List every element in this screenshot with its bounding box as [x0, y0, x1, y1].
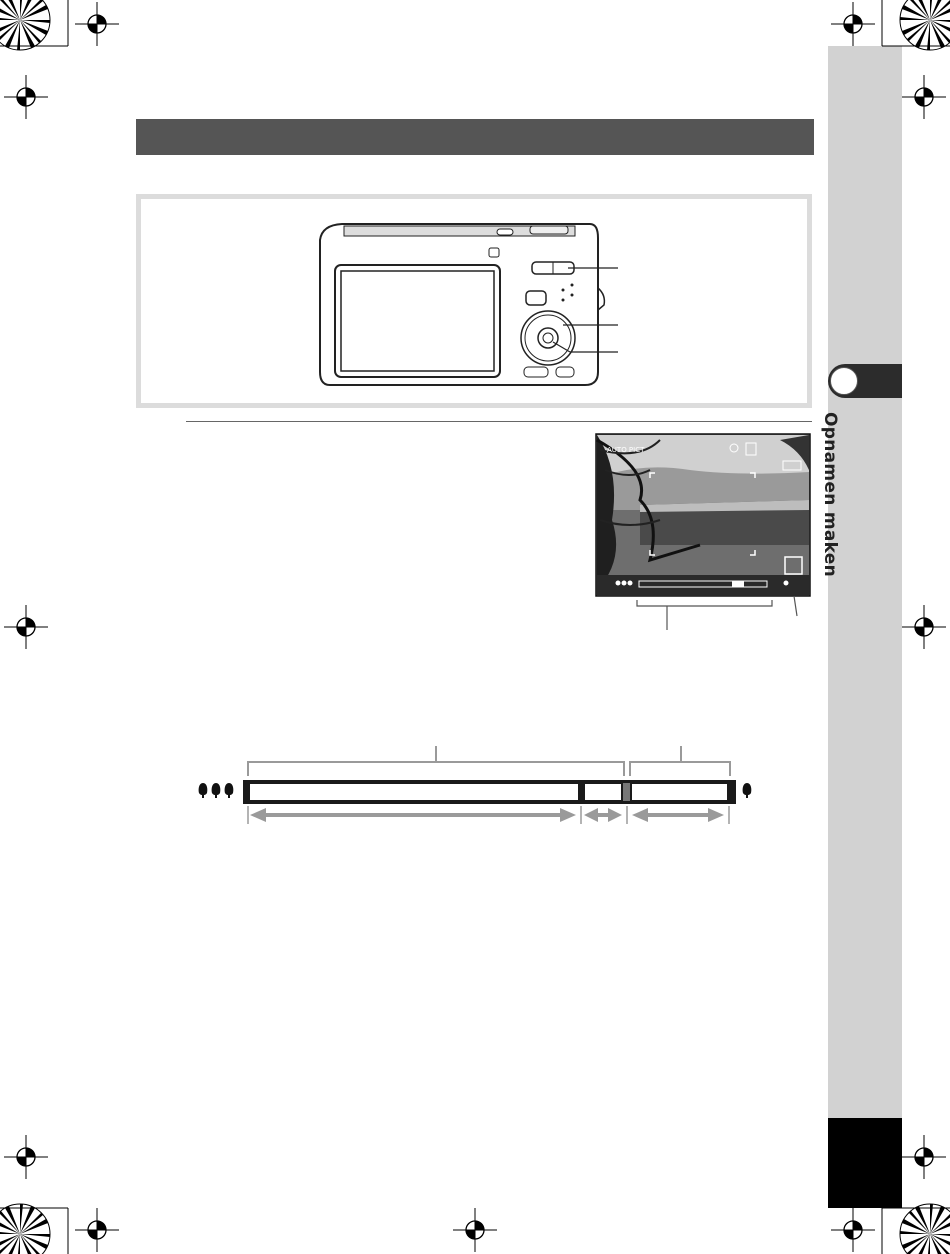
zoom-indicator-diagram — [199, 746, 752, 824]
tree-wide-icon — [199, 783, 208, 798]
chapter-title-text: Opnamen maken — [820, 412, 840, 578]
screen-mode-label: AUTO PICT — [607, 446, 645, 454]
camera-back-illustration — [320, 224, 618, 385]
tree-tele-icon — [743, 783, 752, 798]
lcd-preview-photo — [596, 434, 810, 630]
